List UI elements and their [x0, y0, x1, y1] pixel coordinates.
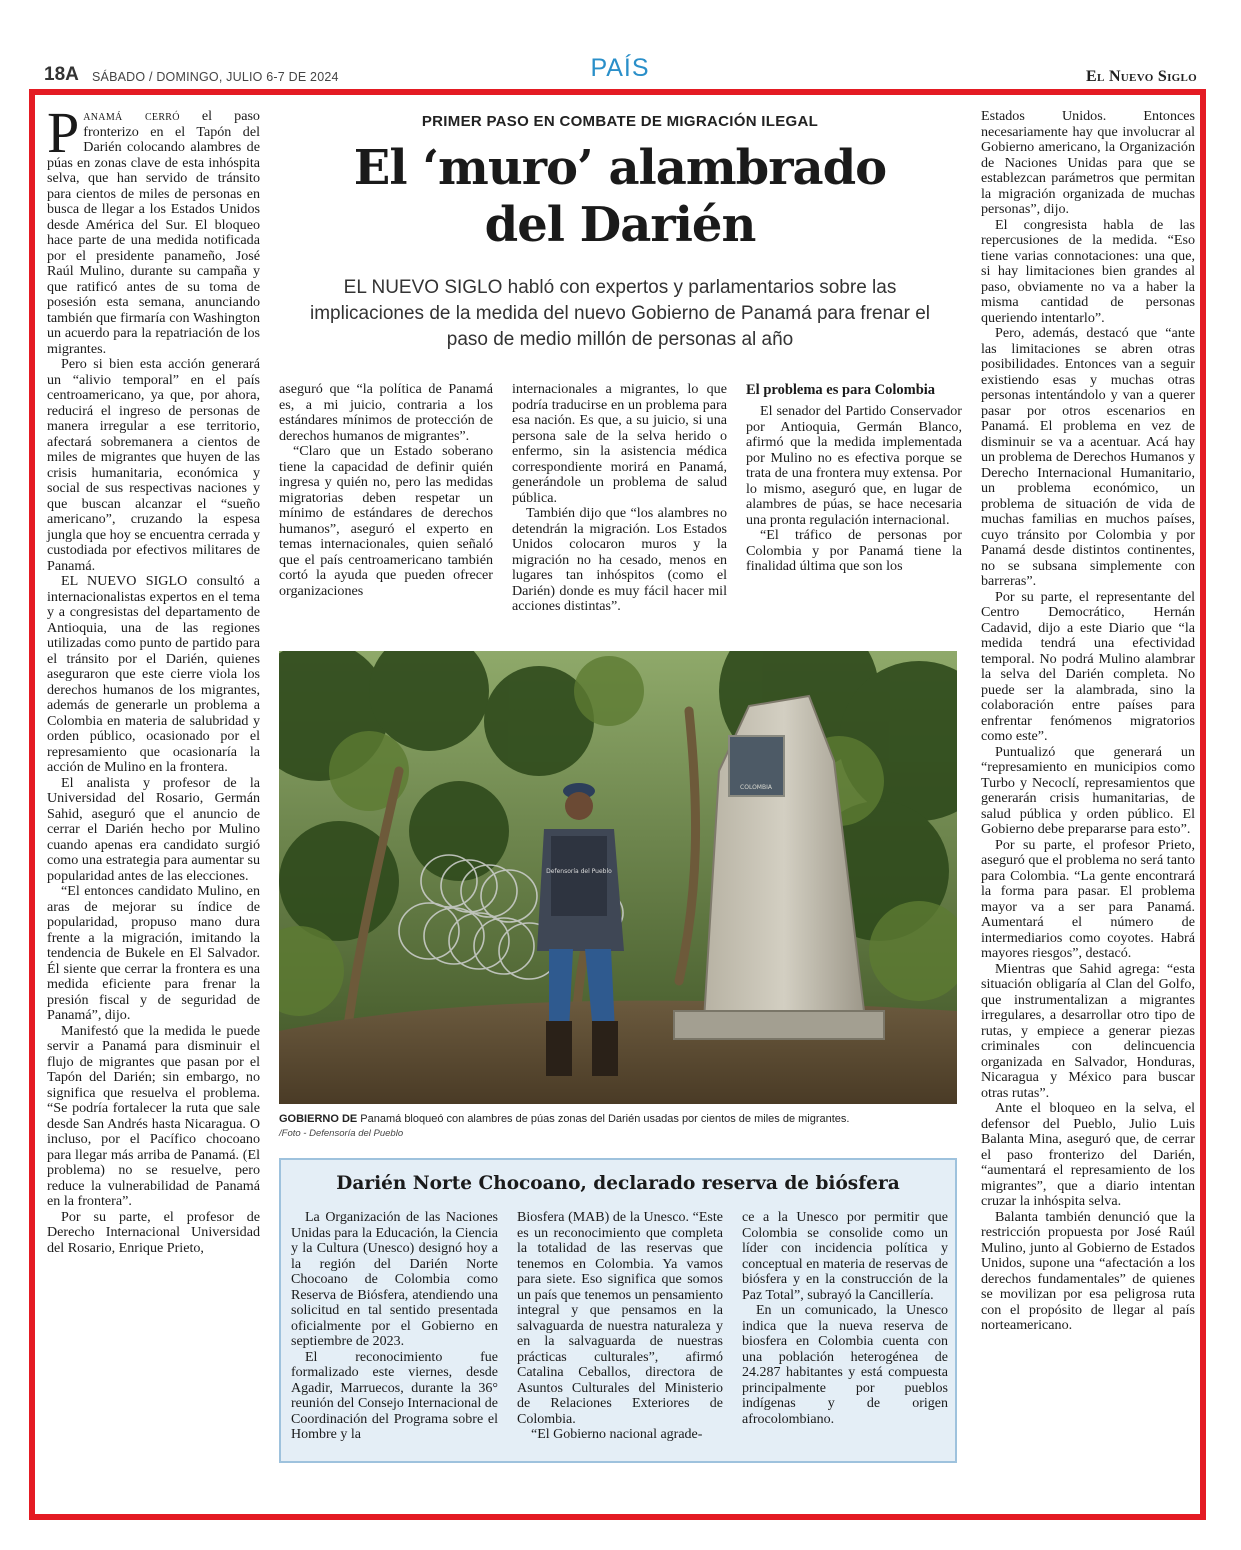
- jungle-border-illustration: [279, 651, 957, 1104]
- vest-logo-text: Defensoría del Pueblo: [546, 868, 612, 875]
- headline: El ‘muro’ alambrado del Darién: [353, 140, 887, 253]
- kicker: PRIMER PASO EN COMBATE DE MIGRACIÓN ILEGAL: [421, 113, 819, 130]
- subheading: El problema es para Colombia: [746, 382, 936, 398]
- sidebar-column-1: La Organización de las Naciones Unidas para la Educación, la Ciencia y la Cultura (Unesco) designó hoy a la región del Darién Norte Chocoano de Colombia como Reserva de Biósfera, atendiendo una solicitud en tal sentido presentada oficialmente por el Gobierno en septiembre de 2023. El reconocimiento fue formalizado este viernes, desde Agadir, Marruecos, durante la 36° reunión del Consejo Internacional de Coordinación del Programa sobre el Hombre y la: [291, 1210, 498, 1442]
- article-column-3: internacionales a migrantes, lo que podría traducirse en un problema para esa nación. Es que, a su juicio, si una persona sale de la selva herido o enfermo, sin la asistencia médica correspondiente morirá en Panamá, generándole un problema de salud pública. También dijo que “los alambres no detendrán la migración. Los Estados Unidos colocaron muros y la migración no ha cesado, menos en lugares tan inhóspitos (como el Darién) donde es muy fácil hacer mil acciones distintas”.: [512, 381, 727, 614]
- drop-cap: P: [47, 100, 80, 165]
- article-column-4: El problema es para Colombia El senador del Partido Conservador por Antioquia, Germán Blanco, afirmó que la medida implementada por Mulino no es efectiva porque se trata de una frontera muy extensa. Por lo mismo, aseguró que, en lugar de alambres de púas, se hace necesaria una pronta regulación internacional. “El tráfico de personas por Colombia y por Panamá tiene la finalidad última que son los: [746, 382, 962, 574]
- photo-credit: /Foto - Defensoría del Pueblo: [279, 1128, 404, 1139]
- sidebar-column-2: Biosfera (MAB) de la Unesco. “Este es un reconocimiento que completa la totalidad de las reservas que tenemos en Colombia. Ya vamos para siete. Eso significa que somos un país que tenemos un pensamiento integral y que pensamos en la salvaguarda de nuestra naturaleza y en la salvaguarda de nuestras prácticas culturales”, afirmó Catalina Ceballos, directora de Asuntos Culturales del Ministerio de Relaciones Exteriores de Colombia. “El Gobierno nacional agrade-: [517, 1210, 723, 1442]
- masthead-logo: El Nuevo Siglo: [1086, 68, 1197, 85]
- article-column-1: Panamá cerró el paso fronterizo en el Tapón del Darién colocando alambres de púas en zonas clave de esta inhóspita selva, que han servido de tránsito para cientos de miles de personas en busca de llegar a los Estados Unidos desde América del Sur. El bloqueo hace parte de una medida notificada por el presidente panameño, José Raúl Mulino, durante su campaña y que ratificó antes de su toma de posesión esta semana, anunciando también que firmaría con Washington un acuerdo para la repatriación de los migrantes. Pero si bien esta acción generará un “alivio temporal” en el país centroamericano, ya que, por ahora, reducirá el ingreso de personas de manera irregular a ese territorio, afectará sobremanera a cientos de miles de migrantes que huyen de las crisis humanitaria, económica y social de sus respectivas naciones y que buscan alcanzar el “sueño americano”, cruzando la espesa jungla que hoy se encuentra cerrada y custodiada por efectivos militares de Panamá. EL NUEVO SIGLO consultó a internacionalistas expertos en el tema y a congresistas del departamento de Antioquia, una de las regiones utilizadas como punto de partido para el tránsito por el Darién, quienes aseguraron que este cierre viola los derechos humanos de los migrantes, además de generarle un problema a Colombia en materia de salubridad y orden público, ocasionado por el represamiento que ocasionaría la acción de Mulino en la frontera. El analista y profesor de la Universidad del Rosario, Germán Sahid, aseguró que el anuncio de cerrar el Darién hecho por Mulino cuando apenas era candidato surgió como una estrategia para aumentar su popularidad antes de las elecciones. “El entonces candidato Mulino, en aras de mejorar su índice de popularidad, propuso mano dura frente a la migración, imitando la tendencia de Bukele en El Salvador. Él siente que cerrar la frontera es una medida eficiente para frenar la presión fiscal y de seguridad de Panamá”, dijo. Manifestó que la medida le puede servir a Panamá para disminuir el flujo de migrantes que pasan por el Tapón del Darién; sin embargo, no significa que resuelva el problema. “Se podría fortalecer la ruta que sale desde San Andrés hasta Nicaragua. O incluso, por el Pacífico chocoano para llegar más arriba de Panamá. (El problema) no se resuelve, pero reduce la vulnerabilidad de Panamá en la frontera”. Por su parte, el profesor de Derecho Internacional Universidad del Rosario, Enrique Prieto,: [47, 100, 260, 1256]
- lead-in: anamá cerró: [83, 108, 180, 124]
- photo-caption: GOBIERNO DE Panamá bloqueó con alambres de púas zonas del Darién usadas por cientos de miles de migrantes. /Foto - Defensoría del Pueblo: [279, 1113, 850, 1139]
- section-title: PAÍS: [590, 54, 650, 82]
- sidebar-box-title: Darién Norte Chocoano, declarado reserva de biósfera: [336, 1173, 900, 1194]
- article-column-5: Estados Unidos. Entonces necesariamente hay que involucrar al Gobierno americano, la Organización de Naciones Unidas para que se establezcan parámetros que permitan la migración organizada de muchas personas”, dijo. El congresista habla de las repercusiones de la medida. “Eso tiene varias connotaciones: una que, si hay limitaciones bien grandes al paso, obviamente no va a haber la misma cantidad de personas queriendo intentarlo”. Pero, además, destacó que “ante las limitaciones se abren otras posibilidades. Entonces van a seguir existiendo esas y muchas otras personas intentándolo y van a querer pasar por otros escenarios en Panamá. El problema en vez de disminuir se va a acentuar. Acá hay un problema de Derechos Humanos y Derecho Internacional Humanitario, un problema económico, un problema de situación de vida de muchas familias en muchos países, cuyo tránsito por Colombia y por Panamá desde distintos continentes, no se subsana simplemente con barreras”. Por su parte, el representante del Centro Democrático, Hernán Cadavid, dijo a este Diario que “la medida tendrá una efectividad temporal. No podrá Mulino alambrar la selva del Darién completa. No puede ser la alambrada, sino la colaboración entre países para enfrentar fenómenos migratorios como este”. Puntualizó que generará un “represamiento en municipios como Turbo y Necoclí, represamientos que generarán crisis humanitarias, de salud pública y orden público. El Gobierno debe prepararse para esto”. Por su parte, el profesor Prieto, aseguró que el problema no será tanto para Colombia. “La gente encontrará la forma para pasar. El problema mayor va a ser para Panamá. Aumentará el número de intermediarios como coyotes. Habrá mayores riesgos”, destacó. Mientras que Sahid agrega: “esta situación obligaría al Clan del Golfo, que instrumentalizan a migrantes irregulares, a desarrollar otro tipo de rutas, y empiece a generar piezas criminales con delincuencia organizada en Salvador, Honduras, Nicaragua y México para buscar otras rutas”. Ante el bloqueo en la selva, el defensor del Pueblo, Julio Luis Balanta Mina, aseguró que, de cerrar el paso fronterizo del Darién, “aumentará el represamiento de los migrantes”, que a diario intentan cruzar la inhóspita selva. Balanta también denunció que la restricción propuesta por José Raúl Mulino, junto al Gobierno de Estados Unidos, supone una “afectación a los derechos fundamentales” de quienes se movilizan por esa peligrosa ruta con el propósito de llegar al país norteamericano.: [981, 108, 1195, 1333]
- page-number: 18A: [44, 64, 79, 85]
- sidebar-column-3: ce a la Unesco por permitir que Colombia se consolide como un líder con incidencia política y conceptual en materia de reservas de biósfera y en la construcción de la Paz Total”, subrayó la Cancillería. En un comunicado, la Unesco indica que la nueva reserva de biosfera en Colombia cuenta con una población heterogénea de 24.287 habitantes y está compuesta principalmente por pueblos indígenas y de origen afrocolombiano.: [742, 1210, 948, 1427]
- article-column-2: aseguró que “la política de Panamá es, a mi juicio, contraria a los estándares mínimos de protección de derechos humanos de migrantes”. “Claro que un Estado soberano tiene la capacidad de definir quién ingresa y quién no, pero las medidas migratorias deben respetar un mínimo de estándares de derechos humanos”, aseguró el experto en temas internacionales, quien señaló que el país centroamericano también cortó la ayuda que pueden ofrecer organizaciones: [279, 381, 493, 599]
- marker-inscription: COLOMBIA: [740, 784, 772, 791]
- news-photo: [279, 651, 957, 1104]
- deck-subtitle: EL NUEVO SIGLO habló con expertos y parlamentarios sobre las implicaciones de la medida del nuevo Gobierno de Panamá para frenar el paso de medio millón de personas al año: [310, 277, 930, 350]
- dateline: SÁBADO / DOMINGO, JULIO 6-7 DE 2024: [92, 70, 339, 84]
